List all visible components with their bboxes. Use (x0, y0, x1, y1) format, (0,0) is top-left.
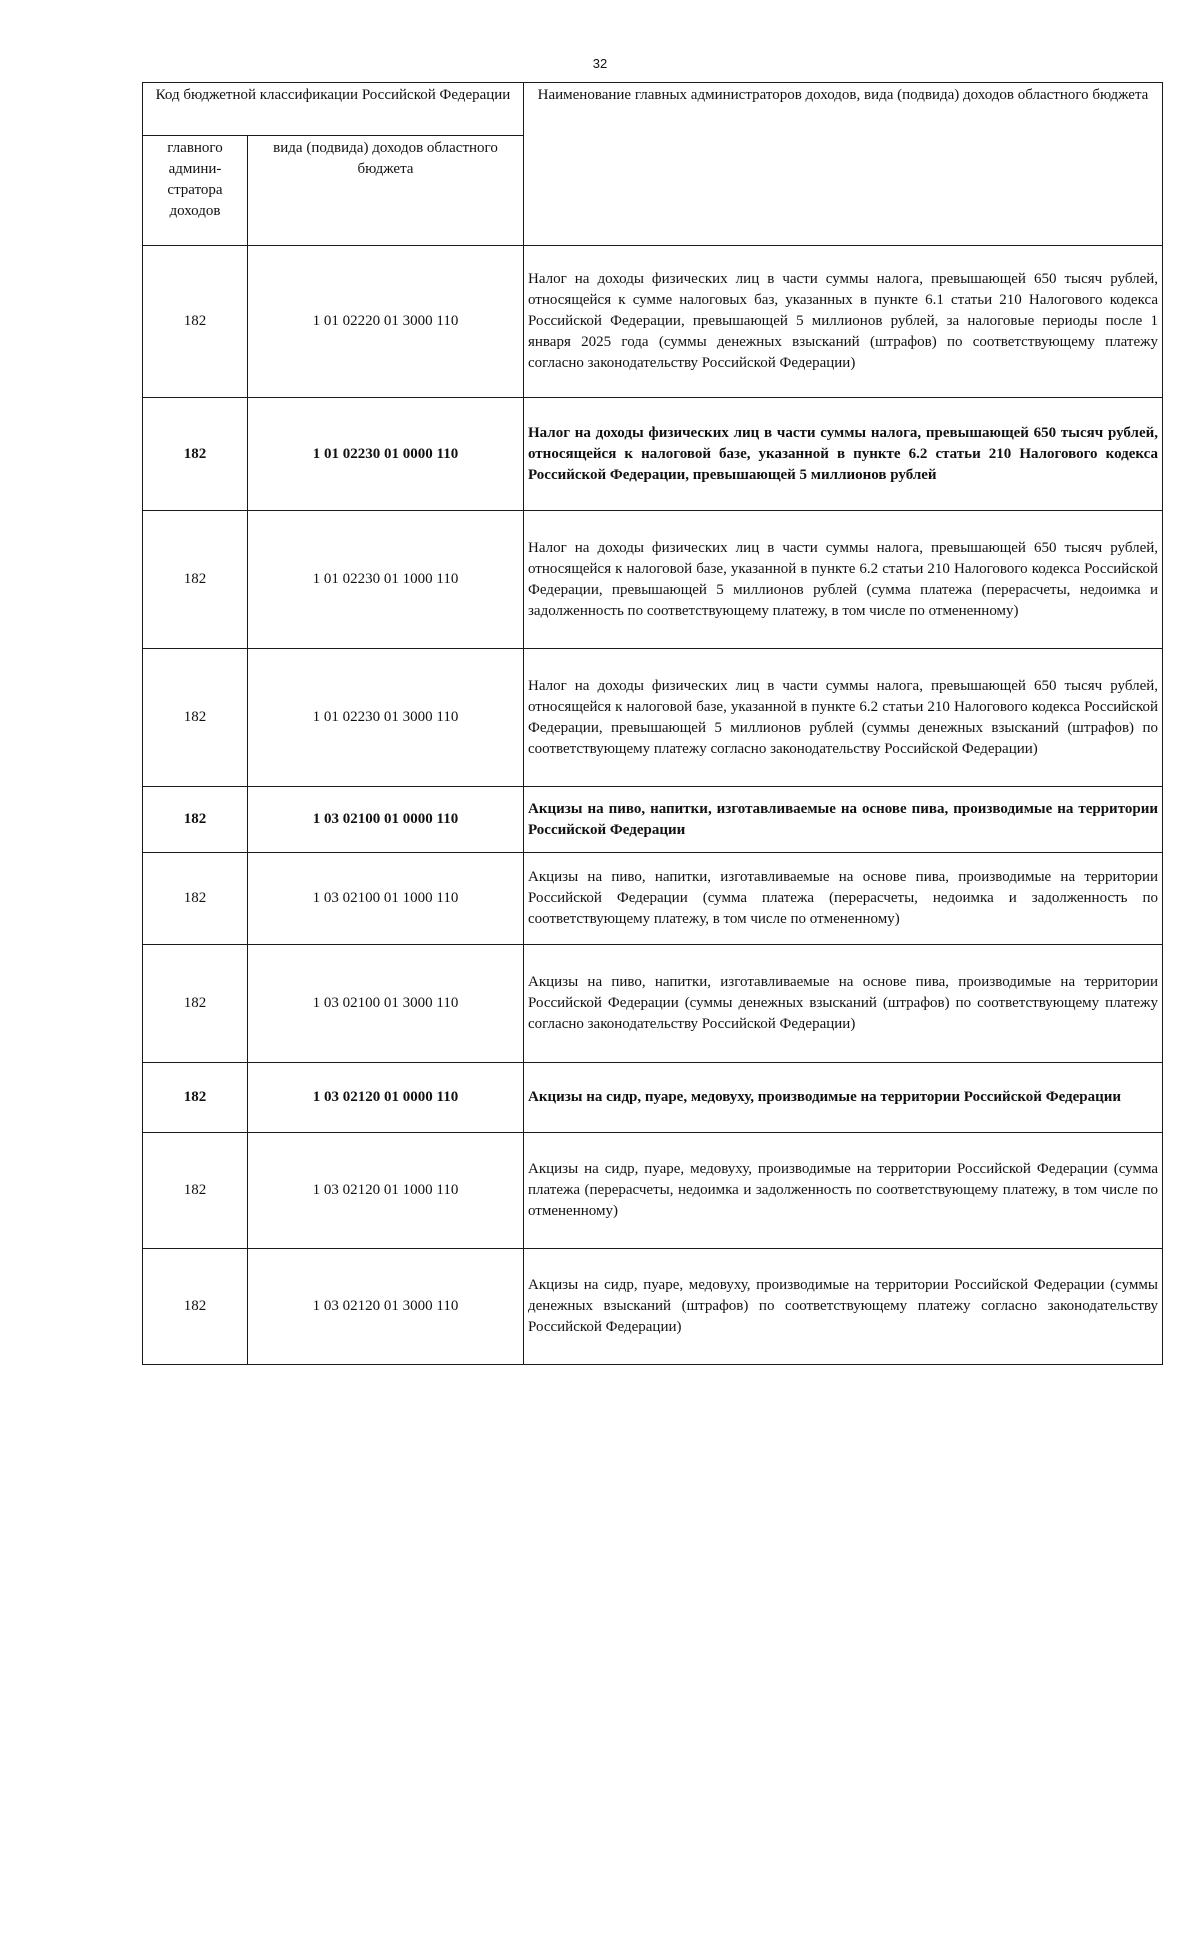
header-name-column: Наименование главных администраторов доходов, вида (подвида) доходов областного бюджета (524, 83, 1163, 246)
revenue-name-cell: Акцизы на сидр, пуаре, медовуху, производимые на территории Российской Федерации (524, 1063, 1163, 1133)
revenue-code-cell: 1 01 02230 01 0000 110 (248, 398, 524, 511)
table-row (143, 649, 1163, 787)
table-row (143, 246, 1163, 398)
revenue-code-cell: 1 03 02100 01 3000 110 (248, 945, 524, 1063)
table-row (143, 787, 1163, 853)
revenue-name-cell: Акцизы на пиво, напитки, изготавливаемые на основе пива, производимые на территории Российской Федерации (сумма платежа (перерасчеты, недоимка и задолженность по соответствующему платежу, в том числе по отмененному) (524, 853, 1163, 945)
admin-code-cell: 182 (143, 398, 248, 511)
revenue-code-cell: 1 03 02120 01 1000 110 (248, 1133, 524, 1249)
revenue-code-cell: 1 03 02100 01 0000 110 (248, 787, 524, 853)
table-row (143, 1063, 1163, 1133)
revenue-code-cell: 1 03 02120 01 0000 110 (248, 1063, 524, 1133)
table-row (143, 398, 1163, 511)
revenue-name-cell: Акцизы на пиво, напитки, изготавливаемые на основе пива, производимые на территории Российской Федерации (суммы денежных взысканий (штрафов) по соответствующему платежу согласно законодательству Российской Федерации) (524, 945, 1163, 1063)
admin-code-cell: 182 (143, 511, 248, 649)
revenue-name-cell: Налог на доходы физических лиц в части суммы налога, превышающей 650 тысяч рублей, относящейся к налоговой базе, указанной в пункте 6.2 статьи 210 Налогового кодекса Российской Федерации, превышающей 5 миллионов рублей (сумма платежа (перерасчеты, недоимка и задолженность по соответствующему платежу, в том числе по отмененному) (524, 511, 1163, 649)
revenue-code-cell: 1 03 02100 01 1000 110 (248, 853, 524, 945)
table-row (143, 511, 1163, 649)
revenue-code-cell: 1 03 02120 01 3000 110 (248, 1249, 524, 1365)
admin-code-cell: 182 (143, 1249, 248, 1365)
revenue-name-cell: Налог на доходы физических лиц в части суммы налога, превышающей 650 тысяч рублей, относящейся к налоговой базе, указанной в пункте 6.2 статьи 210 Налогового кодекса Российской Федерации, превышающей 5 миллионов рублей (суммы денежных взысканий (штрафов) по соответствующему платежу согласно законодательству Российской Федерации) (524, 649, 1163, 787)
revenue-name-cell: Акцизы на сидр, пуаре, медовуху, производимые на территории Российской Федерации (суммы денежных взысканий (штрафов) по соответствующему платежу согласно законодательству Российской Федерации) (524, 1249, 1163, 1365)
page-number: 32 (592, 56, 608, 71)
revenue-name-cell: Акцизы на сидр, пуаре, медовуху, производимые на территории Российской Федерации (сумма платежа (перерасчеты, недоимка и задолженность по соответствующему платежу, в том числе по отмененному) (524, 1133, 1163, 1249)
admin-code-cell: 182 (143, 945, 248, 1063)
table-row (143, 853, 1163, 945)
table-header-row (143, 83, 1163, 136)
budget-classification-table (142, 82, 1163, 1365)
admin-code-cell: 182 (143, 1063, 248, 1133)
admin-code-cell: 182 (143, 1133, 248, 1249)
revenue-code-cell: 1 01 02230 01 3000 110 (248, 649, 524, 787)
table-row (143, 1133, 1163, 1249)
admin-code-cell: 182 (143, 246, 248, 398)
admin-code-cell: 182 (143, 787, 248, 853)
table-row (143, 1249, 1163, 1365)
revenue-code-cell: 1 01 02230 01 1000 110 (248, 511, 524, 649)
revenue-name-cell: Налог на доходы физических лиц в части суммы налога, превышающей 650 тысяч рублей, относящейся к налоговой базе, указанной в пункте 6.2 статьи 210 Налогового кодекса Российской Федерации, превышающей 5 миллионов рублей (524, 398, 1163, 511)
revenue-code-cell: 1 01 02220 01 3000 110 (248, 246, 524, 398)
table-row (143, 945, 1163, 1063)
header-code-group: Код бюджетной классификации Российской Федерации (143, 83, 524, 136)
revenue-name-cell: Налог на доходы физических лиц в части суммы налога, превышающей 650 тысяч рублей, относящейся к сумме налоговых баз, указанных в пункте 6.1 статьи 210 Налогового кодекса Российской Федерации, превышающей 5 миллионов рублей, за налоговые периоды после 1 января 2025 года (суммы денежных взысканий (штрафов) по соответствующему платежу согласно законодательству Российской Федерации) (524, 246, 1163, 398)
admin-code-cell: 182 (143, 649, 248, 787)
header-type-column: вида (подвида) доходов областного бюджета (248, 136, 524, 246)
revenue-name-cell: Акцизы на пиво, напитки, изготавливаемые на основе пива, производимые на территории Российской Федерации (524, 787, 1163, 853)
admin-code-cell: 182 (143, 853, 248, 945)
header-admin-column: главного админи-стратора доходов (143, 136, 248, 246)
